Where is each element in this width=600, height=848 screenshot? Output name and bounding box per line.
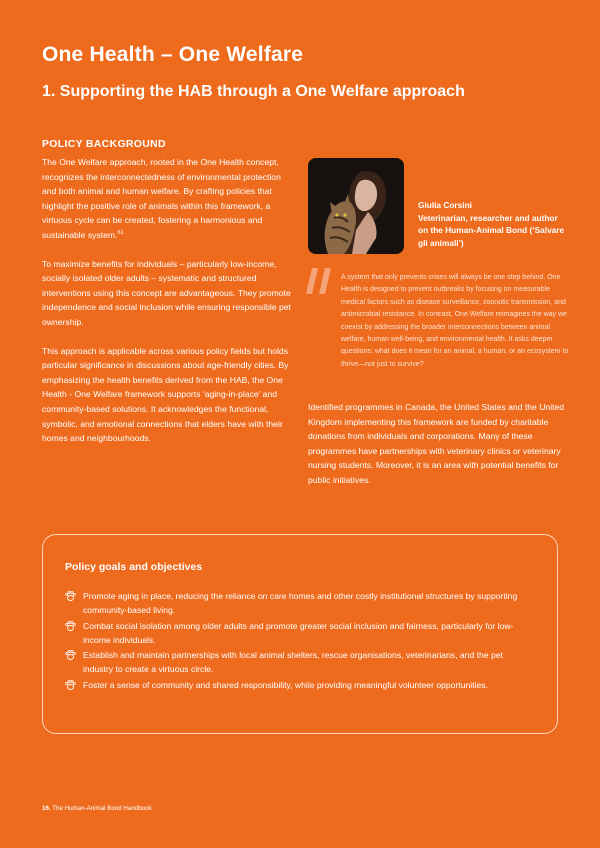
policy-background-column xyxy=(42,138,294,460)
woman-with-cat-image xyxy=(308,158,404,254)
list-item xyxy=(65,589,535,617)
policy-paragraph-3: This approach is applicable across various policy fields but holds particular significance in discussions about age-friendly cities. By emphasizing the health benefits derived from the HAB, the One Health - One Welfare framework supports ‘aging-in-place’ and community-based solutions. It acknowledges the functional, symbolic, and emotional connections that elders have with their homes and neighbourhoods. xyxy=(42,345,289,444)
list-item xyxy=(65,619,535,647)
policy-background-heading: POLICY BACKGROUND xyxy=(42,138,166,150)
page-number: 16. xyxy=(42,805,51,812)
footnote-reference[interactable]: 61 xyxy=(117,230,124,237)
page-footer xyxy=(42,805,152,812)
quotation-mark-icon xyxy=(306,266,332,296)
goal-text: Establish and maintain partnerships with local animal shelters, rescue organisations, veterinarians, and the pet industry to create a virtuous circle. xyxy=(83,650,503,674)
author-photo xyxy=(308,158,404,254)
author-role: Veterinarian, researcher and author on the Human-Animal Bond (‘Salvare gli animali’) xyxy=(418,212,565,248)
policy-goals-title: Policy goals and objectives xyxy=(65,561,203,573)
author-name: Giulia Corsini xyxy=(418,200,472,210)
publication-name: The Human-Animal Bond Handbook xyxy=(52,805,152,812)
goal-text: Foster a sense of community and shared responsibility, while providing meaningful volunteer opportunities. xyxy=(83,679,488,690)
goal-text: Combat social isolation among older adults and promote greater social inclusion and fairness, particularly for low-income individuals. xyxy=(83,620,514,645)
policy-goals-box xyxy=(42,534,558,734)
list-item xyxy=(65,678,535,692)
paw-icon xyxy=(65,650,76,660)
page-title: One Health – One Welfare xyxy=(42,43,304,66)
list-item xyxy=(65,648,535,676)
policy-paragraph-2: To maximize benefits for individuals – particularly low-income, socially isolated older adults – systematic and structured interventions using this concept are advantageous. They promote independence and social inclusion while ensuring responsible pet ownership. xyxy=(42,258,291,327)
programmes-paragraph: Identified programmes in Canada, the United States and the United Kingdom implementing this framework are funded by charitable donations from individuals and corporations. Many of these programmes have partnerships with veterinary clinics or veterinary nursing students. Moreover, it is an area with potential benefits for public initiatives. xyxy=(308,402,565,485)
paw-icon xyxy=(65,591,76,601)
quote-text: A system that only prevents crises will always be one step behind. One Health is designed to prevent outbreaks by focusing on measurable medical factors such as disease surveillance, zoonotic transmission, and antimicrobial resistance. In contrast, One Welfare reimagines the way we coexist by addressing the broader interconnections between animal welfare, human well-being, and environmental health. It asks deeper questions: what does it mean for an animal, a human, or an ecosystem to thrive—not just to survive? xyxy=(341,274,569,368)
quote-author xyxy=(418,199,568,249)
paw-icon xyxy=(65,680,76,690)
policy-paragraph-1 xyxy=(42,155,294,243)
section-subtitle: 1. Supporting the HAB through a One Welfare approach xyxy=(42,83,465,100)
paw-icon xyxy=(65,621,76,631)
policy-goals-list xyxy=(65,589,535,693)
goal-text: Promote aging in place, reducing the reliance on care homes and other costly institutional structures by supporting community-based living. xyxy=(83,591,518,615)
policy-paragraph-1-text: The One Welfare approach, rooted in the One Health concept, recognizes the interconnectedness of environmental protection and both animal and human welfare. By crafting policies that highlight the positive role of animals within this framework, a virtuous cycle can be created, fostering a harmonious and sustainable system. xyxy=(42,157,281,240)
